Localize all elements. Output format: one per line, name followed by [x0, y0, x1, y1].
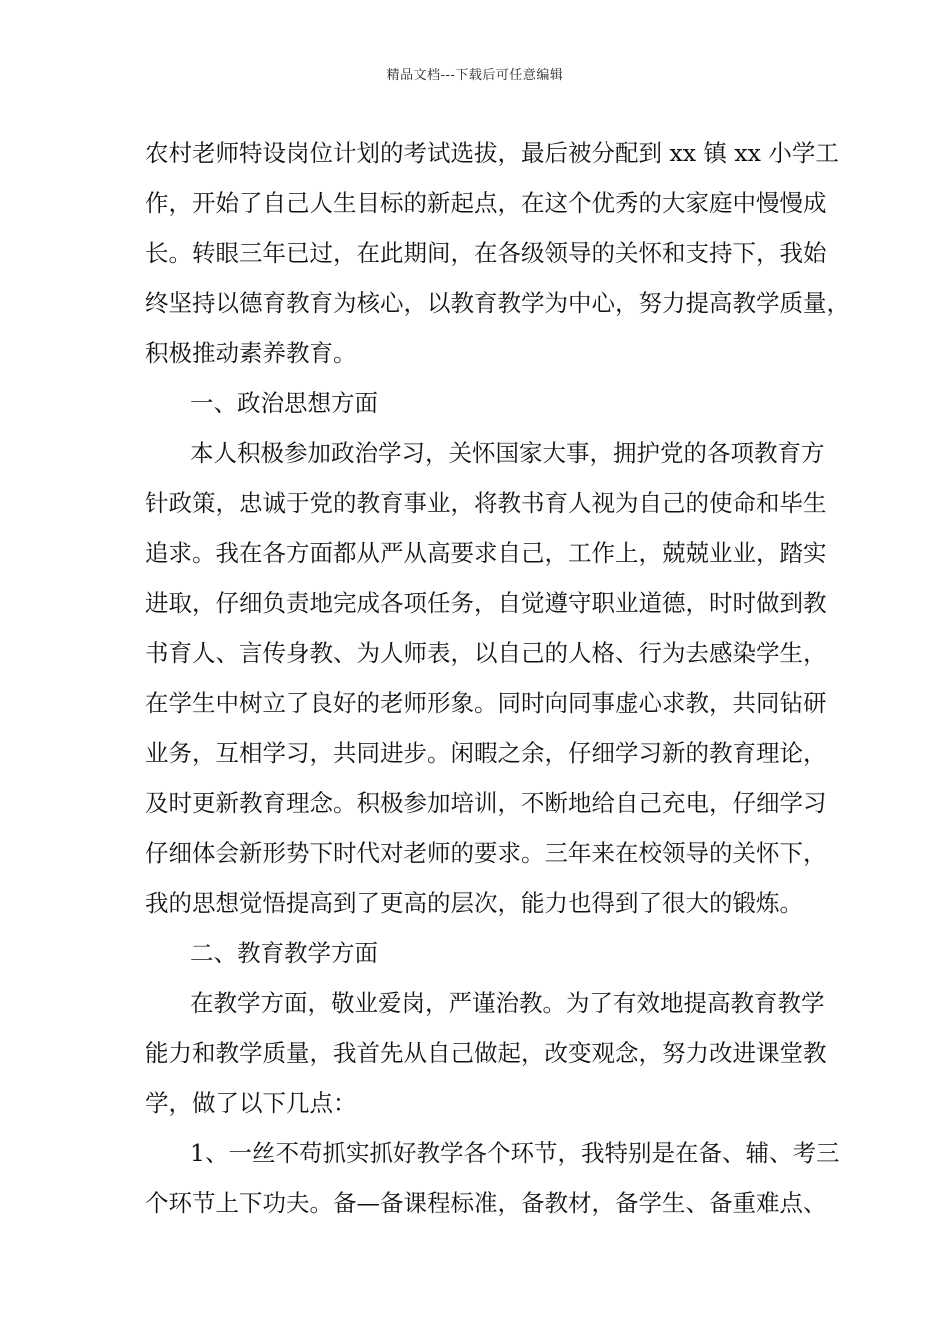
text-line: 个环节上下功夫。备—备课程标准，备教材，备学生、备重难点、: [145, 1189, 827, 1217]
text-line: 终坚持以德育教育为核心，以教育教学为中心，努力提高教学质量，: [145, 289, 850, 317]
text-line: 在学生中树立了良好的老师形象。同时向同事虚心求教，共同钻研: [145, 689, 827, 717]
text-line: 农村老师特设岗位计划的考试选拔，最后被分配到 xx 镇 xx 小学工: [145, 139, 839, 167]
paragraph-first-line: 一、政治思想方面: [190, 389, 378, 417]
text-line: 能力和教学质量，我首先从自己做起，改变观念，努力改进课堂教: [145, 1039, 827, 1067]
text-line: 作，开始了自己人生目标的新起点，在这个优秀的大家庭中慢慢成: [145, 189, 827, 217]
text-line: 学，做了以下几点：: [145, 1089, 357, 1117]
text-line: 及时更新教育理念。积极参加培训，不断地给自己充电，仔细学习: [145, 789, 827, 817]
text-line: 仔细体会新形势下时代对老师的要求。三年来在校领导的关怀下，: [145, 839, 827, 867]
text-line: 业务，互相学习，共同进步。闲暇之余，仔细学习新的教育理论，: [145, 739, 827, 767]
paragraph-first-line: 本人积极参加政治学习，关怀国家大事，拥护党的各项教育方: [190, 439, 825, 467]
text-line: 我的思想觉悟提高到了更高的层次，能力也得到了很大的锻炼。: [145, 889, 803, 917]
paragraph-first-line: 1、一丝不苟抓实抓好教学各个环节，我特别是在备、辅、考三: [190, 1139, 840, 1167]
paragraph-first-line: 二、教育教学方面: [190, 939, 378, 967]
paragraph-first-line: 在教学方面，敬业爱岗，严谨治教。为了有效地提高教育教学: [190, 989, 825, 1017]
text-line: 针政策，忠诚于党的教育事业，将教书育人视为自己的使命和毕生: [145, 489, 827, 517]
text-line: 积极推动素养教育。: [145, 339, 357, 367]
document-body: [145, 128, 850, 1228]
text-line: 长。转眼三年已过，在此期间，在各级领导的关怀和支持下，我始: [145, 239, 827, 267]
text-line: 追求。我在各方面都从严从高要求自己，工作上，兢兢业业，踏实: [145, 539, 827, 567]
text-line: 书育人、言传身教、为人师表，以自己的人格、行为去感染学生，: [145, 639, 827, 667]
page-header: 精品文档---下载后可任意编辑: [386, 68, 564, 83]
text-line: 进取，仔细负责地完成各项任务，自觉遵守职业道德，时时做到教: [145, 589, 827, 617]
